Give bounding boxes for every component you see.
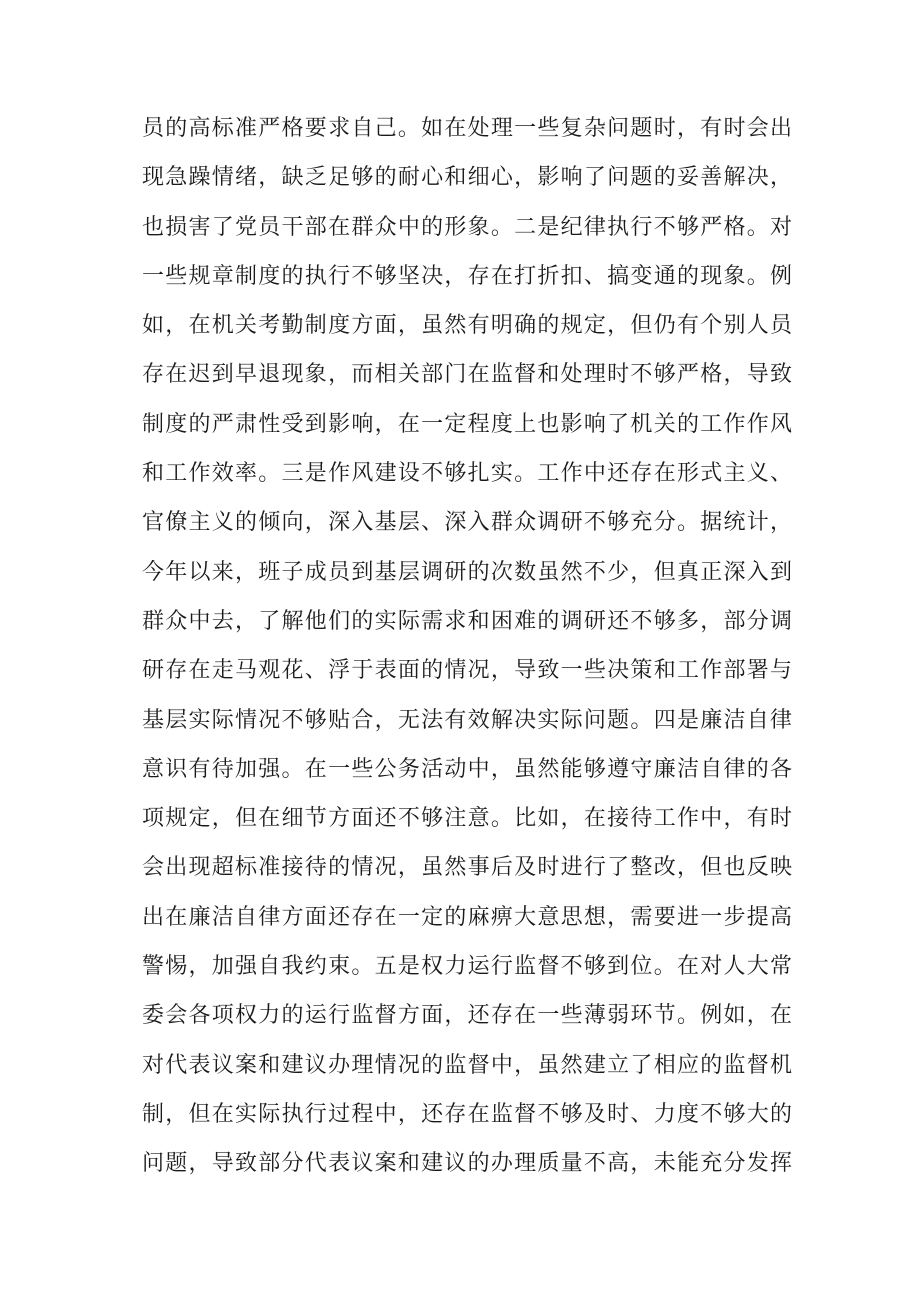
text-line: 出在廉洁自律方面还存在一定的麻痹大意思想，需要进一步提高 [142, 904, 792, 930]
text-line: 基层实际情况不够贴合，无法有效解决实际问题。四是廉洁自律 [142, 707, 792, 733]
text-line: 一些规章制度的执行不够坚决，存在打折扣、搞变通的现象。例 [142, 263, 792, 289]
text-line: 会出现超标准接待的情况，虽然事后及时进行了整改，但也反映 [142, 855, 792, 881]
text-line: 问题，导致部分代表议案和建议的办理质量不高，未能充分发挥 [142, 1151, 792, 1177]
text-line: 群众中去，了解他们的实际需求和困难的调研还不够多，部分调 [142, 608, 792, 634]
text-line: 研存在走马观花、浮于表面的情况，导致一些决策和工作部署与 [142, 658, 792, 684]
text-line: 委会各项权力的运行监督方面，还存在一些薄弱环节。例如，在 [142, 1003, 792, 1029]
text-line: 现急躁情绪，缺乏足够的耐心和细心，影响了问题的妥善解决， [142, 165, 792, 191]
text-line: 今年以来，班子成员到基层调研的次数虽然不少，但真正深入到 [142, 559, 792, 585]
text-line: 也损害了党员干部在群众中的形象。二是纪律执行不够严格。对 [142, 214, 792, 240]
text-line: 存在迟到早退现象，而相关部门在监督和处理时不够严格，导致 [142, 362, 792, 388]
body-paragraph [142, 104, 792, 1189]
text-line: 意识有待加强。在一些公务活动中，虽然能够遵守廉洁自律的各 [142, 756, 792, 782]
text-line: 官僚主义的倾向，深入基层、深入群众调研不够充分。据统计， [142, 510, 792, 536]
text-line: 如，在机关考勤制度方面，虽然有明确的规定，但仍有个别人员 [142, 313, 792, 339]
text-line: 项规定，但在细节方面还不够注意。比如，在接待工作中，有时 [142, 806, 792, 832]
text-line: 制，但在实际执行过程中，还存在监督不够及时、力度不够大的 [142, 1101, 792, 1127]
text-line: 和工作效率。三是作风建设不够扎实。工作中还存在形式主义、 [142, 461, 792, 487]
text-line: 员的高标准严格要求自己。如在处理一些复杂问题时，有时会出 [142, 116, 792, 141]
text-line: 对代表议案和建议办理情况的监督中，虽然建立了相应的监督机 [142, 1052, 792, 1078]
text-line: 制度的严肃性受到影响，在一定程度上也影响了机关的工作作风 [142, 411, 792, 437]
text-line: 警惕，加强自我约束。五是权力运行监督不够到位。在对人大常 [142, 954, 792, 980]
